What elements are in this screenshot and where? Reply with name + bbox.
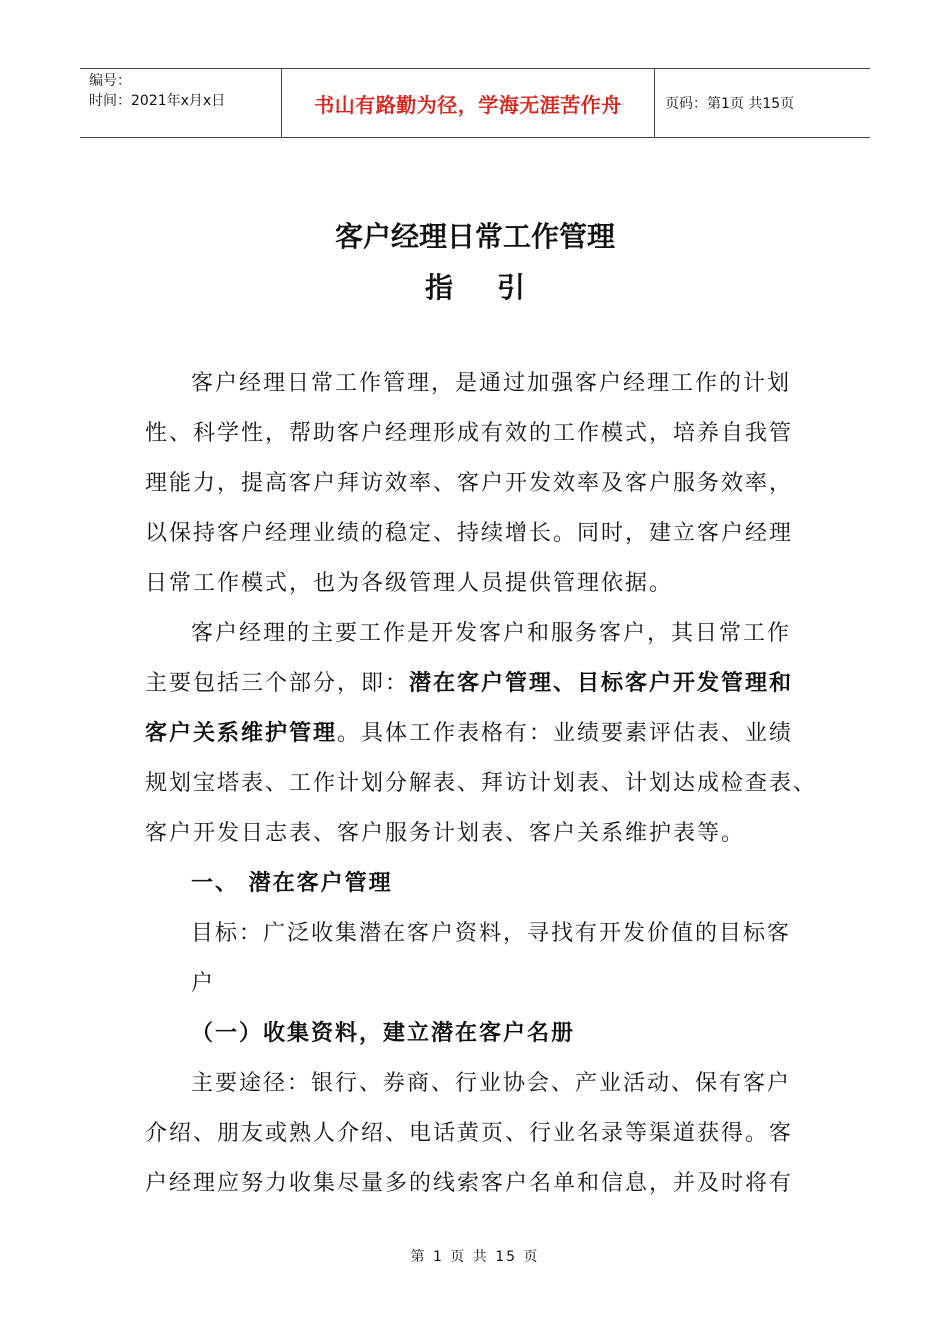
paragraph-emphasis: 潜在客户管理、目标客户开发管理和	[409, 671, 794, 696]
paragraph-line: 户经理应努力收集尽量多的线索客户名单和信息，并及时将有	[145, 1171, 794, 1196]
paragraph-emphasis: 客户关系维护管理	[145, 721, 338, 746]
paragraph-line: 日常工作模式，也为各级管理人员提供管理依据。	[145, 571, 674, 596]
goal-line: 户	[191, 971, 216, 996]
paragraph-line: 以保持客户经理业绩的稳定、持续增长。同时，建立客户经理	[145, 521, 794, 546]
document-title: 客户经理日常工作管理	[334, 220, 615, 253]
header-meta-cell	[80, 69, 282, 137]
page-footer: 第 1 页 共 15 页	[410, 1249, 540, 1265]
paragraph-line: 客户经理的主要工作是开发客户和服务客户，其日常工作	[191, 621, 792, 646]
document-header	[80, 68, 870, 138]
header-page-info: 页码：第1页 共15页	[665, 96, 795, 112]
document-subtitle: 指引	[424, 271, 569, 304]
paragraph-text: 。具体工作表格有：业绩要素评估表、业绩	[337, 721, 794, 746]
paragraph-line	[145, 659, 835, 709]
paragraph-line: 性、科学性，帮助客户经理形成有效的工作模式，培养自我管	[145, 421, 794, 446]
work-scope-paragraph	[145, 609, 835, 859]
paragraph-text: 主要包括三个部分，即：	[145, 671, 410, 696]
paragraph-line: 客户经理日常工作管理，是通过加强客户经理工作的计划	[191, 371, 792, 396]
goal-line: 目标：广泛收集潜在客户资料，寻找有开发价值的目标客	[191, 921, 792, 946]
header-motto-cell	[282, 69, 655, 137]
paragraph-line: 规划宝塔表、工作计划分解表、拜访计划表、计划达成检查表、	[145, 771, 818, 796]
subsection-heading: （一）收集资料，建立潜在客户名册	[191, 1021, 576, 1046]
intro-paragraph	[145, 359, 835, 609]
section-heading: 一、 潜在客户管理	[191, 871, 393, 896]
header-motto: 书山有路勤为径，学海无涯苦作舟	[314, 92, 622, 117]
paragraph-line: 主要途径：银行、券商、行业协会、产业活动、保有客户	[191, 1071, 792, 1096]
section-one-block	[145, 859, 835, 1209]
document-time-label: 时间：2021年x月x日	[89, 93, 226, 109]
paragraph-line	[145, 709, 835, 759]
header-page-cell	[655, 69, 870, 137]
document-number-label: 编号：	[89, 73, 131, 89]
paragraph-line: 介绍、朋友或熟人介绍、电话黄页、行业名录等渠道获得。客	[145, 1121, 794, 1146]
paragraph-line: 理能力，提高客户拜访效率、客户开发效率及客户服务效率，	[145, 471, 794, 496]
paragraph-line: 客户开发日志表、客户服务计划表、客户关系维护表等。	[145, 821, 746, 846]
